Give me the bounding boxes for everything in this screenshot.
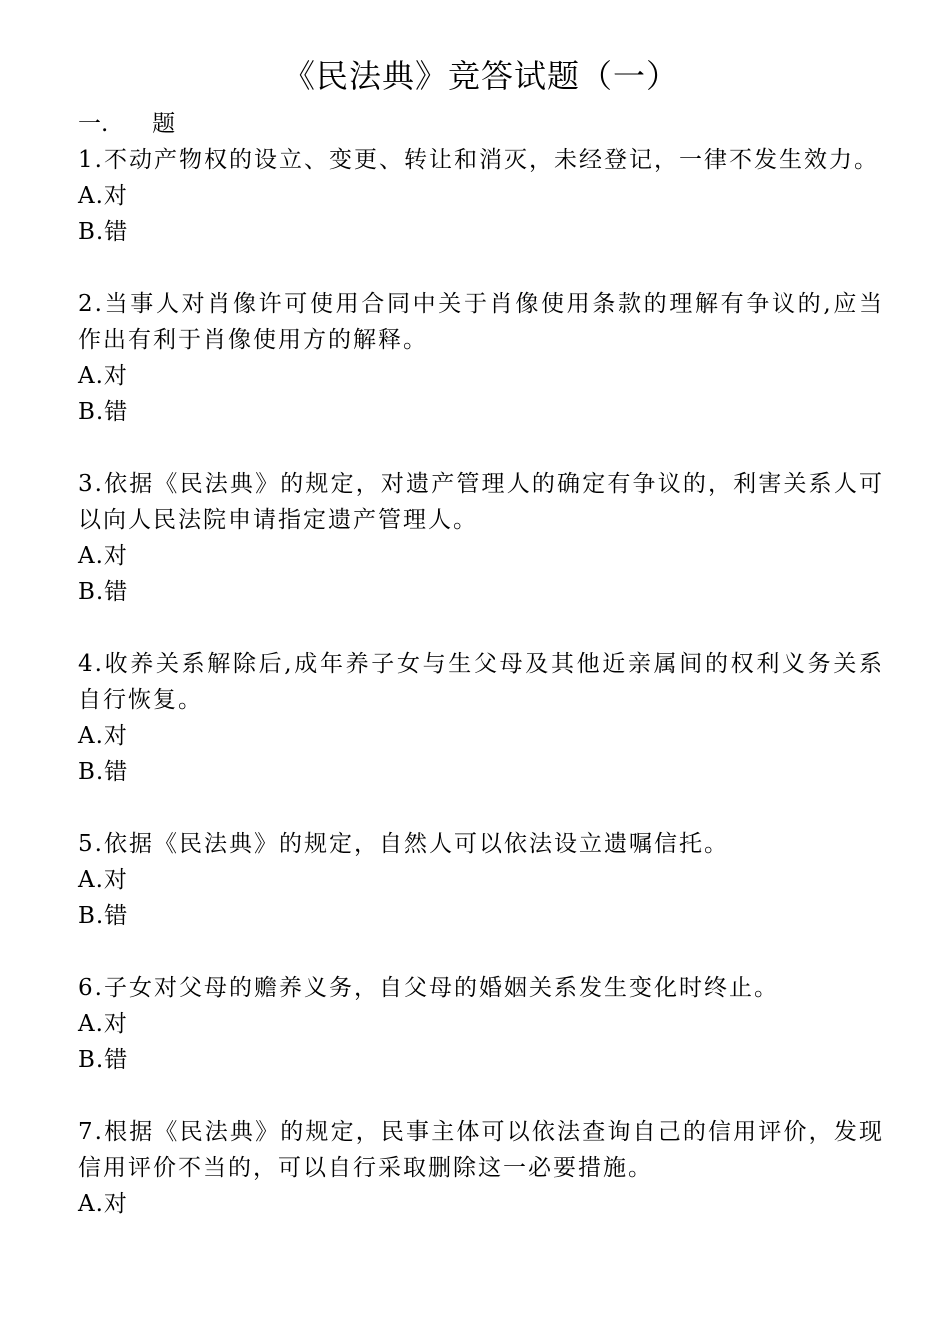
question-text: 2.当事人对肖像许可使用合同中关于肖像使用条款的理解有争议的,应当作出有利于肖像使用方的解释。	[78, 291, 884, 353]
option-b: B.错	[78, 579, 129, 605]
question-3	[78, 466, 884, 610]
option-a: A.对	[78, 723, 128, 749]
option-a: A.对	[78, 183, 128, 209]
option-a: A.对	[78, 1191, 128, 1217]
question-6	[78, 970, 884, 1078]
option-b: B.错	[78, 219, 129, 245]
question-text: 4.收养关系解除后,成年养子女与生父母及其他近亲属间的权利义务关系自行恢复。	[78, 651, 884, 713]
option-a: A.对	[78, 363, 128, 389]
question-2	[78, 286, 884, 430]
option-b: B.错	[78, 399, 129, 425]
question-4	[78, 646, 884, 790]
question-text: 6.子女对父母的赡养义务，自父母的婚姻关系发生变化时终止。	[78, 975, 779, 1001]
document-title: 《民法典》竞答试题（一）	[282, 57, 679, 95]
question-text: 1.不动产物权的设立、变更、转让和消灭，未经登记，一律不发生效力。	[78, 147, 879, 173]
option-b: B.错	[78, 1047, 129, 1073]
question-7	[78, 1114, 884, 1222]
option-a: A.对	[78, 1011, 128, 1037]
section-heading: 一. 题	[78, 111, 176, 137]
option-a: A.对	[78, 867, 128, 893]
option-b: B.错	[78, 903, 129, 929]
question-1	[78, 142, 884, 250]
question-text: 3.依据《民法典》的规定，对遗产管理人的确定有争议的，利害关系人可以向人民法院申请指定遗产管理人。	[78, 471, 884, 533]
question-text: 7.根据《民法典》的规定，民事主体可以依法查询自己的信用评价，发现信用评价不当的，可以自行采取删除这一必要措施。	[78, 1119, 884, 1181]
option-a: A.对	[78, 543, 128, 569]
option-b: B.错	[78, 759, 129, 785]
document-page	[78, 52, 884, 1258]
question-text: 5.依据《民法典》的规定，自然人可以依法设立遗嘱信托。	[78, 831, 729, 857]
question-5	[78, 826, 884, 934]
